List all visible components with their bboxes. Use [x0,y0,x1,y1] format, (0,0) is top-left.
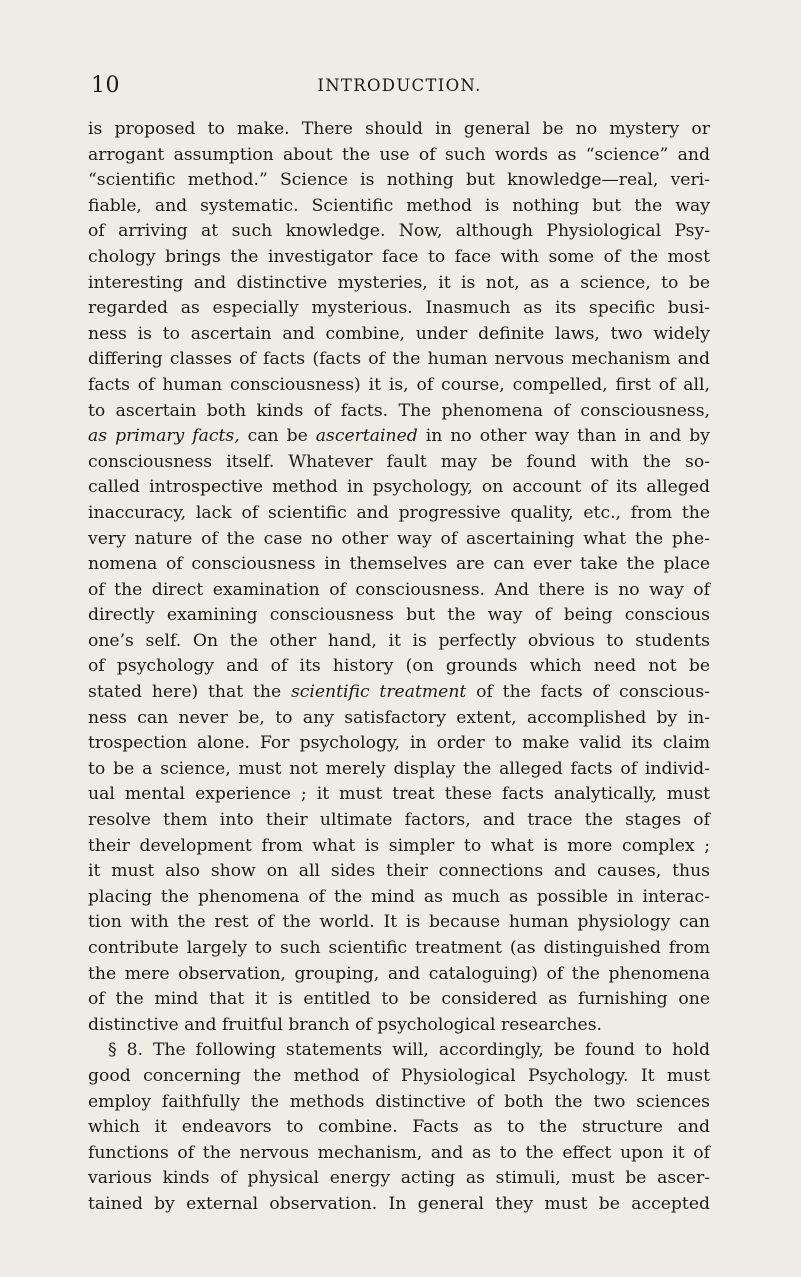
text-line: of the direct examination of consciousness. And there is no way of [88,579,710,600]
text-line: § 8. The following statements will, accordingly, be found to hold [108,1040,710,1061]
text-fragment: stated here) that the [88,682,291,703]
text-fragment: of the facts of conscious- [466,682,710,703]
text-line: of psychology and of its history (on grounds which need not be [88,656,710,677]
text-line: ness can never be, to any satisfactory extent, accomplished by in- [88,707,710,728]
text-line: distinctive and fruitful branch of psychological researches. [88,1014,603,1035]
page-number: 10 [91,73,120,98]
text-line: very nature of the case no other way of ascertaining what the phe- [88,528,710,549]
text-fragment: can be [239,426,316,447]
text-line: inaccuracy, lack of scientific and progressive quality, etc., from the [88,502,710,523]
italic-phrase: scientific treatment [290,682,467,703]
text-line: of arriving at such knowledge. Now, although Physiological Psy- [88,221,710,242]
text-line: the mere observation, grouping, and cataloguing) of the phenomena [88,963,710,984]
paragraph-section-8 [88,1038,710,1217]
text-line: interesting and distinctive mysteries, it is not, as a science, to be [88,272,710,293]
text-line: their development from what is simpler to what is more complex ; [88,835,710,856]
text-line: regarded as especially mysterious. Inasmuch as its specific busi- [88,298,710,319]
italic-phrase: as primary facts, [88,426,240,447]
text-line: functions of the nervous mechanism, and as to the effect upon it of [88,1142,710,1163]
text-line: fiable, and systematic. Scientific method is nothing but the way [88,195,710,216]
text-line: tained by external observation. In general they must be accepted [88,1193,710,1214]
italic-phrase: ascertained [315,426,418,447]
text-line: directly examining consciousness but the way of being conscious [88,605,710,626]
text-line: tion with the rest of the world. It is because human physiology can [88,912,710,933]
text-line [88,680,710,706]
body-text [88,117,710,1218]
text-line: one’s self. On the other hand, it is perfectly obvious to students [88,630,710,651]
text-line: various kinds of physical energy acting as stimuli, must be ascer- [88,1168,710,1189]
text-line: resolve them into their ultimate factors, and trace the stages of [88,810,710,831]
text-line: arrogant assumption about the use of such words as “science” and [88,144,710,165]
text-line: contribute largely to such scientific treatment (as distinguished from [88,938,710,958]
text-line: called introspective method in psychology, on account of its alleged [88,477,710,498]
text-line: employ faithfully the methods distinctive of both the two sciences [88,1091,710,1112]
text-line: is proposed to make. There should in general be no mystery or [88,119,710,139]
text-line: ness is to ascertain and combine, under definite laws, two widely [88,323,710,344]
text-line: facts of human consciousness) it is, of course, compelled, first of all, [88,374,710,395]
text-line: ual mental experience ; it must treat these facts analytically, must [88,784,710,805]
text-line: chology brings the investigator face to face with some of the most [88,246,710,267]
text-line: it must also show on all sides their connections and causes, thus [88,861,710,882]
text-line: to be a science, must not merely display the alleged facts of individ- [88,758,710,779]
text-line: placing the phenomena of the mind as much as possible in interac- [88,886,710,907]
paragraph [88,117,710,1038]
text-line: of the mind that it is entitled to be considered as furnishing one [88,989,710,1010]
text-line: “scientific method.” Science is nothing but knowledge—real, veri- [88,170,710,191]
text-line: which it endeavors to combine. Facts as to the structure and [88,1117,710,1138]
text-line: to ascertain both kinds of facts. The phenomena of consciousness, [88,400,710,421]
text-fragment: in no other way than in and by [417,426,710,447]
text-line: consciousness itself. Whatever fault may be found with the so- [88,451,710,472]
page-header [87,73,712,103]
text-line: nomena of consciousness in themselves are can ever take the place [88,554,710,575]
text-line [88,424,710,450]
text-line: good concerning the method of Physiological Psychology. It must [88,1065,710,1086]
running-head: INTRODUCTION. [317,76,482,95]
text-line: trospection alone. For psychology, in order to make valid its claim [88,733,710,754]
text-line: differing classes of facts (facts of the human nervous mechanism and [88,349,710,370]
